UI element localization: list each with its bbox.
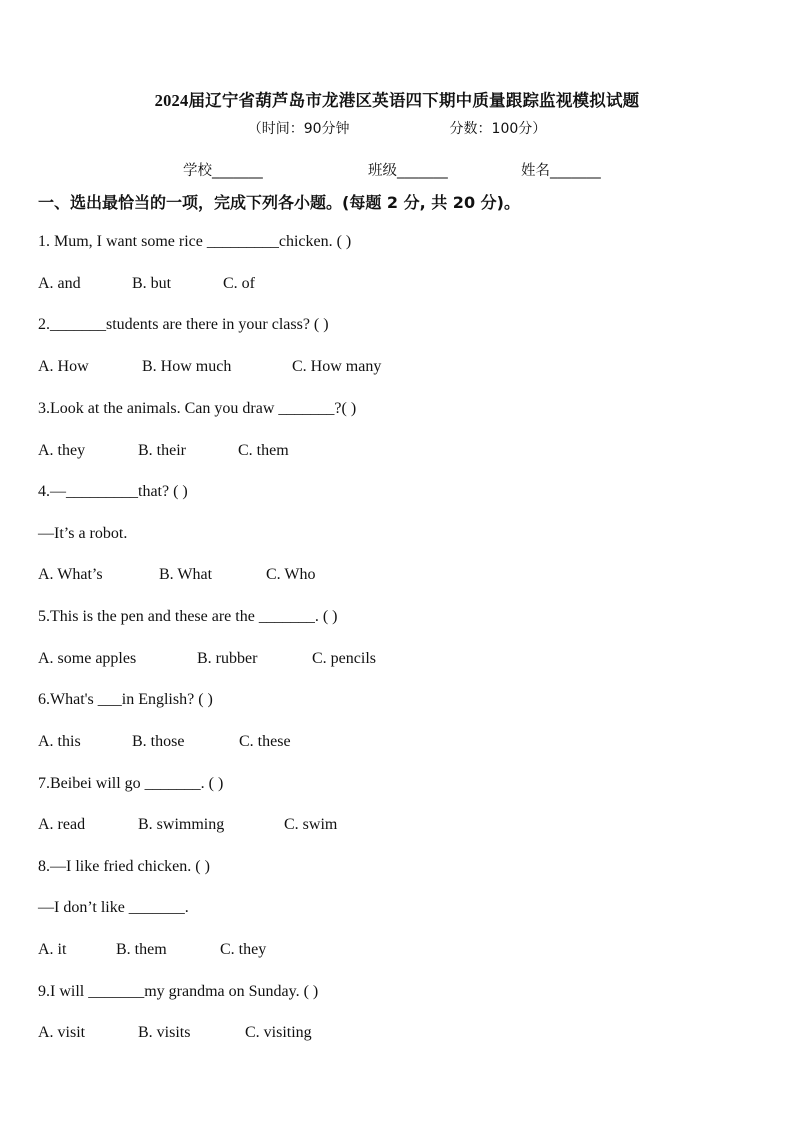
option-a: A. they xyxy=(38,442,86,459)
option-c: C. swim xyxy=(284,816,338,833)
question-8-stem: 8.—I like fried chicken. ( ) xyxy=(38,858,210,875)
question-5-stem: 5.This is the pen and these are the _______. ( ) xyxy=(38,608,338,625)
option-c: C. of xyxy=(223,275,255,292)
option-b: B. swimming xyxy=(138,816,225,833)
exam-subtitle xyxy=(0,118,794,138)
question-4-stem: 4.—_________that? ( ) xyxy=(38,483,188,500)
option-b: B. their xyxy=(138,442,186,459)
question-2-stem: 2._______students are there in your class? ( ) xyxy=(38,316,329,333)
question-2-options xyxy=(38,358,381,376)
option-b: B. those xyxy=(132,733,185,750)
question-6-options xyxy=(38,733,291,751)
exam-title: 2024届辽宁省葫芦岛市龙港区英语四下期中质量跟踪监视模拟试题 xyxy=(154,91,640,110)
question-5-options xyxy=(38,650,376,668)
name-field: 姓名_______ xyxy=(521,163,601,179)
option-c: C. they xyxy=(220,941,267,958)
option-c: C. How many xyxy=(292,358,382,375)
question-1-stem: 1. Mum, I want some rice _________chicken. ( ) xyxy=(38,233,352,250)
option-b: B. What xyxy=(159,566,213,583)
option-a: A. this xyxy=(38,733,81,750)
section-heading: 一、选出最恰当的一项，完成下列各小题。(每题 2 分, 共 20 分)。 xyxy=(38,193,520,212)
option-c: C. visiting xyxy=(245,1024,312,1041)
option-c: C. them xyxy=(238,442,289,459)
time-limit: （时间：90分钟 xyxy=(247,121,350,137)
option-b: B. but xyxy=(132,275,172,292)
total-score: 分数：100分） xyxy=(449,121,547,137)
question-9-options xyxy=(38,1024,312,1042)
option-a: A. How xyxy=(38,358,89,375)
question-4-options xyxy=(38,566,315,584)
question-1-options xyxy=(38,275,255,293)
option-a: A. some apples xyxy=(38,650,137,667)
question-4-answer-line: —It’s a robot. xyxy=(38,525,128,542)
option-b: B. them xyxy=(116,941,167,958)
question-3-stem: 3.Look at the animals. Can you draw _______?( ) xyxy=(38,400,357,417)
option-c: C. Who xyxy=(266,566,316,583)
question-7-stem: 7.Beibei will go _______. ( ) xyxy=(38,775,224,792)
option-c: C. pencils xyxy=(312,650,376,667)
school-field: 学校_______ xyxy=(183,163,263,179)
class-field: 班级_______ xyxy=(368,163,448,179)
question-8-answer-line: —I don’t like _______. xyxy=(38,899,189,916)
option-a: A. it xyxy=(38,941,67,958)
question-9-stem: 9.I will _______my grandma on Sunday. ( ) xyxy=(38,983,319,1000)
question-6-stem: 6.What's ___in English? ( ) xyxy=(38,691,213,708)
option-b: B. rubber xyxy=(197,650,258,667)
question-7-options xyxy=(38,816,337,834)
question-3-options xyxy=(38,442,289,460)
question-8-options xyxy=(38,941,266,959)
option-b: B. How much xyxy=(142,358,232,375)
option-a: A. What’s xyxy=(38,566,103,583)
option-a: A. visit xyxy=(38,1024,86,1041)
option-c: C. these xyxy=(239,733,291,750)
option-a: A. and xyxy=(38,275,81,292)
option-b: B. visits xyxy=(138,1024,191,1041)
option-a: A. read xyxy=(38,816,86,833)
